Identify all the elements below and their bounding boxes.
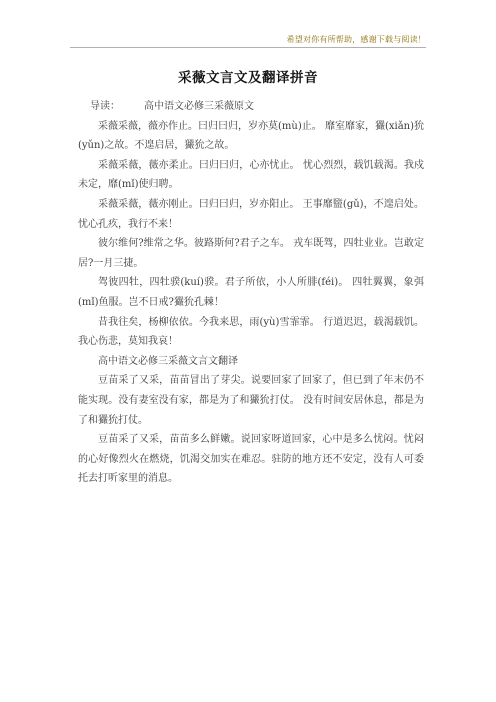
document-title: 采薇文言文及翻译拼音: [178, 70, 318, 86]
translation-heading: 高中语文必修三采薇文言文翻译: [98, 355, 238, 367]
paragraph-poem-stanza-2: 采薇采薇，薇亦柔止。曰归曰归，心亦忧止。 忧心烈烈，载饥载渴。我戍未定，靡(mǐ)使归聘。: [78, 159, 424, 191]
guide-line: [78, 97, 424, 117]
guide-text: 高中语文必修三采薇原文: [144, 101, 254, 112]
header-note: 希望对你有所帮助，感谢下载与阅读！: [286, 35, 426, 44]
paragraph-poem-stanza-4: 彼尔维何?维常之华。彼路斯何?君子之车。 戎车既驾，四牡业业。岂敢定居?一月三捷。: [78, 238, 424, 269]
paragraph-poem-stanza-6: 昔我往矣，杨柳依依。今我来思，雨(yù)雪霏霏。 行道迟迟，载渴载饥。我心伤悲，莫知我哀！: [78, 316, 424, 348]
paragraph-translation-2: 豆苗采了又采，苗苗多么鲜嫩。说回家呀道回家，心中是多么忧闷。忧闷的心好像烈火在燃烧，饥渴交加实在难忍。驻防的地方还不安定，没有人可委托去打听家里的消息。: [78, 434, 424, 485]
paragraph-poem-stanza-3: 采薇采薇，薇亦刚止。曰归曰归，岁亦阳止。 王事靡盬(gǔ)，不遑启处。忧心孔疚，我行不来！: [78, 198, 424, 230]
paragraph-translation-1: 豆苗采了又采，苗苗冒出了芽尖。说要回家了回家了，但已到了年末仍不能实现。没有妻室没有家，都是为了和玁狁打仗。 没有时间安居休息，都是为了和玁狁打仗。: [78, 375, 424, 426]
document-body: [78, 97, 424, 489]
paragraph-poem-stanza-1: 采薇采薇，薇亦作止。曰归曰归，岁亦莫(mù)止。 靡室靡家，玁(xiǎn)狁(yǔn)之故。不遑启居，玁狁之故。: [78, 120, 424, 152]
guide-label: 导读：: [90, 101, 120, 112]
paragraph-poem-stanza-5: 驾彼四牡，四牡骙(kuí)骙。君子所依，小人所腓(féi)。 四牡翼翼，象弭(mǐ)鱼服。岂不日戒?玁狁孔棘！: [78, 277, 424, 308]
header-divider: [70, 47, 426, 48]
